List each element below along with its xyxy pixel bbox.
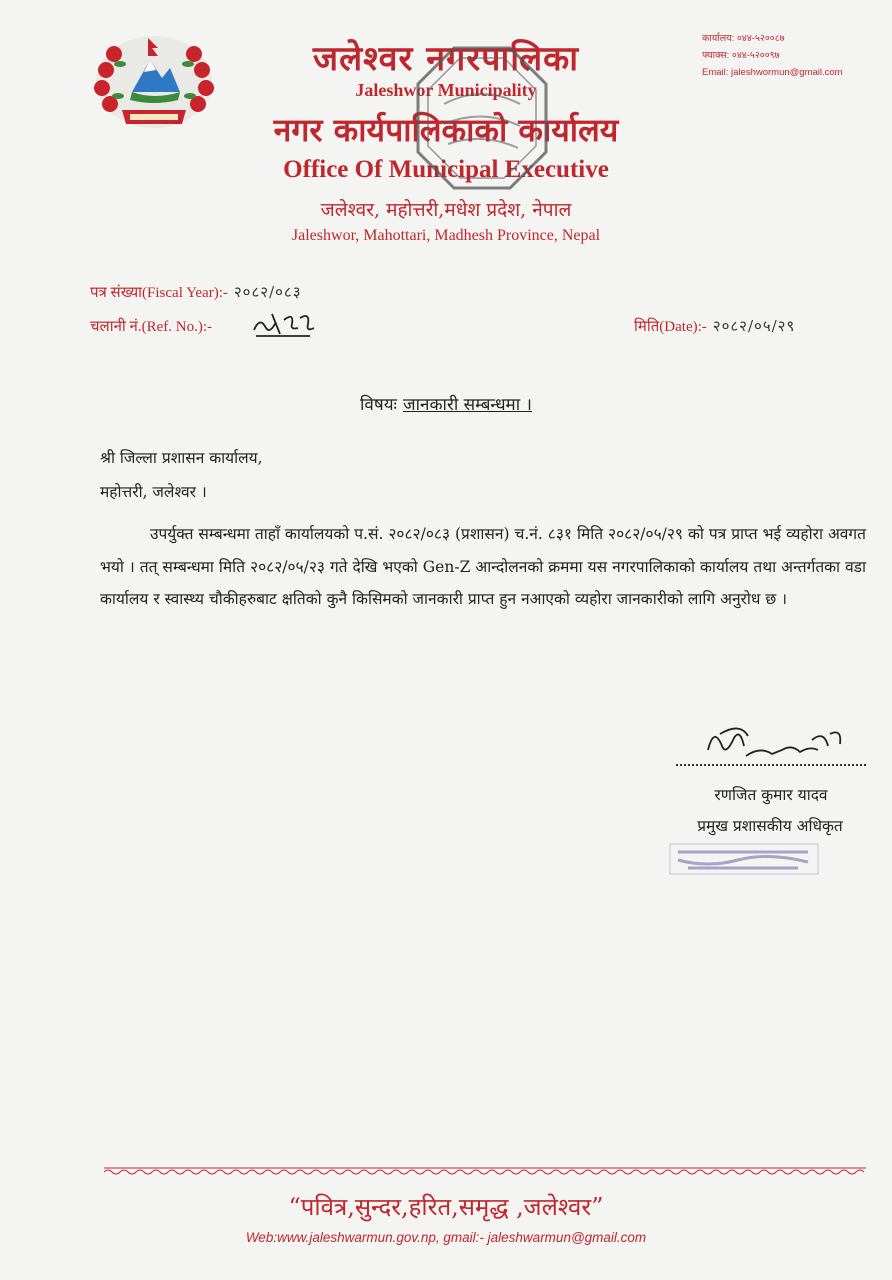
addressee-line-1: श्री जिल्ला प्रशासन कार्यालय, bbox=[100, 449, 263, 467]
signature-line bbox=[676, 764, 866, 766]
fiscal-year-line bbox=[90, 282, 302, 302]
subject-line bbox=[0, 392, 892, 415]
contact-block bbox=[702, 30, 843, 81]
address-english: Jaleshwor, Mahottari, Madhesh Province, Nepal bbox=[291, 227, 601, 244]
signer-name: रणजित कुमार यादव bbox=[714, 786, 828, 804]
title-rubber-stamp bbox=[668, 840, 820, 878]
office-name-nepali: नगर कार्यपालिकाको कार्यालय bbox=[273, 111, 619, 149]
reference-label: चलानी नं.(Ref. No.):- bbox=[90, 319, 213, 335]
date-line bbox=[634, 316, 795, 336]
footer-decorative-rule bbox=[104, 1166, 866, 1176]
addressee-line-2: महोत्तरी, जलेश्वर । bbox=[100, 483, 207, 501]
subject-value: जानकारी सम्बन्धमा । bbox=[403, 395, 532, 415]
fax-number: फ्याक्स: ०४४-५२००९७ bbox=[702, 50, 780, 61]
office-seal-stamp bbox=[414, 44, 550, 192]
office-name-english: Office Of Municipal Executive bbox=[283, 156, 609, 183]
fiscal-year-label: पत्र संख्या(Fiscal Year):- bbox=[90, 285, 228, 301]
subject-label: विषयः bbox=[360, 395, 397, 415]
contact-email: Email: jaleshwormun@gmail.com bbox=[702, 67, 843, 78]
handwritten-ref-number bbox=[250, 308, 320, 340]
fiscal-year-value: २०८२/०८३ bbox=[233, 283, 302, 301]
address-nepali: जलेश्वर, महोत्तरी,मधेश प्रदेश, नेपाल bbox=[320, 199, 572, 221]
municipality-name-nepali: जलेश्वर नगरपालिका bbox=[312, 39, 580, 79]
date-value: २०८२/०५/२९ bbox=[712, 317, 796, 335]
municipality-name-english: Jaleshwor Municipality bbox=[355, 80, 537, 100]
footer-slogan: “पवित्र,सुन्दर,हरित,समृद्ध ,जलेश्वर” bbox=[288, 1193, 604, 1221]
date-label: मिति(Date):- bbox=[634, 319, 707, 335]
signer-title: प्रमुख प्रशासकीय अधिकृत bbox=[697, 817, 843, 835]
reference-line bbox=[90, 316, 212, 336]
footer-web-contact: Web:www.jaleshwarmun.gov.np, gmail:- jaleshwarmun@gmail.com bbox=[245, 1230, 647, 1245]
office-phone: कार्यालय: ०४४-५२००८७ bbox=[702, 33, 785, 44]
letter-body: उपर्युक्त सम्बन्धमा ताहाँ कार्यालयको प.सं. २०८२/०८३ (प्रशासन) च.नं. ८३१ मिति २०८२/०५/२९ को पत्र प्राप्त भई व्यहोरा अवगत भयो । तत् सम्बन्धमा मिति २०८२/०५/२३ गते देखि भएको Gen-Z आन्दोलनको क्रममा यस नगरपालिकाको कार्यालय तथा अन्तर्गतका वडा कार्यालय र स्वास्थ्य चौकीहरुबाट क्षतिको कुनै किसिमको जानकारी प्राप्त हुन नआएको व्यहोरा जानकारीको लागि अनुरोध छ । bbox=[100, 525, 866, 608]
